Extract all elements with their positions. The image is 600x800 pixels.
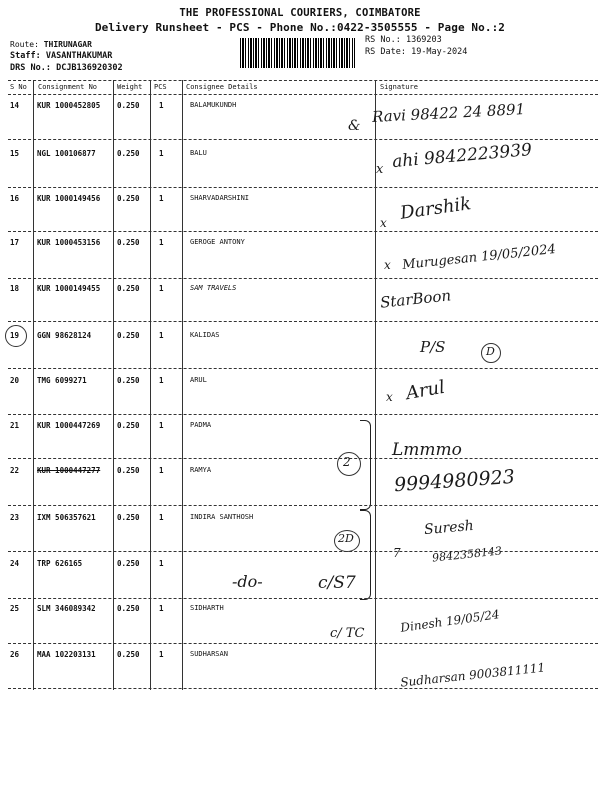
drs-value: DCJB136920302 xyxy=(56,63,123,73)
rs-no-value: 1369203 xyxy=(405,35,442,45)
row-consignment: SLM 346089342 xyxy=(37,604,96,613)
row-rule xyxy=(8,458,598,459)
row-pcs: 1 xyxy=(159,101,164,110)
row-consignment: MAA 102203131 xyxy=(37,650,96,659)
rs-date-label: RS Date: xyxy=(365,47,406,57)
row-rule xyxy=(8,187,598,188)
row-rule xyxy=(8,598,598,599)
row-sno: 26 xyxy=(10,650,20,659)
row-signature: Sudharsan 9003811111 xyxy=(399,660,546,690)
col-pcs: PCS xyxy=(154,83,167,91)
row-rule xyxy=(8,505,598,506)
row-signature: P/S xyxy=(420,338,446,356)
row-consignee: INDIRA SANTHOSH xyxy=(190,513,254,521)
row-sno: 19 xyxy=(10,331,20,340)
drs-label: DRS No.: xyxy=(10,63,51,73)
row-consignee: PADMA xyxy=(190,421,212,429)
row-signature: 9994980923 xyxy=(393,465,516,497)
header-bottom-rule xyxy=(8,94,598,95)
row-weight: 0.250 xyxy=(117,421,140,430)
grouping-brace xyxy=(360,420,371,510)
row-sno: 23 xyxy=(10,513,20,522)
row-mark: & xyxy=(348,118,361,134)
row-sno: 14 xyxy=(10,101,20,110)
col-consignment: Consignment No xyxy=(38,83,98,91)
row-pcs: 1 xyxy=(159,284,164,293)
row-signature: Arul xyxy=(404,376,447,405)
drs-line xyxy=(10,63,123,73)
circled-sno-19 xyxy=(5,325,27,347)
row-consignee: BALAMUKUNDH xyxy=(190,101,237,109)
row-consignee: SIDHARTH xyxy=(190,604,224,612)
circled-mark-text: D xyxy=(486,345,495,358)
row-pcs: 1 xyxy=(159,421,164,430)
row-rule xyxy=(8,414,598,415)
row-weight: 0.250 xyxy=(117,376,140,385)
row-weight: 0.250 xyxy=(117,101,140,110)
row-pcs: 1 xyxy=(159,376,164,385)
barcode xyxy=(240,38,355,68)
row-signature: Darshik xyxy=(398,193,473,224)
row-sno: 21 xyxy=(10,421,20,430)
rs-no-line xyxy=(365,35,442,45)
company-name: THE PROFESSIONAL COURIERS, COIMBATORE xyxy=(179,7,421,19)
rs-date-line xyxy=(365,47,467,57)
header-top-rule xyxy=(8,80,598,81)
row-consignment: TRP 626165 xyxy=(37,559,83,568)
row-mark: c/ TC xyxy=(330,626,365,641)
row-rule xyxy=(8,321,598,322)
row-consignment: KUR 1000453156 xyxy=(37,238,101,247)
row-signature: Ravi 98422 24 8891 xyxy=(371,100,526,126)
row-consignee: ARUL xyxy=(190,376,207,384)
row-mark: 7 xyxy=(393,546,401,560)
rs-no-label: RS No.: xyxy=(365,35,401,45)
row-consignment: TMG 6099271 xyxy=(37,376,87,385)
row-consignment: KUR 1000149455 xyxy=(37,284,101,293)
row-consignee: GEROGE ANTONY xyxy=(190,238,245,246)
col-sno: S No xyxy=(10,83,27,91)
row-pcs: 1 xyxy=(159,194,164,203)
runsheet-subtitle: Delivery Runsheet - PCS - Phone No.:0422-3505555 - Page No.:2 xyxy=(94,21,506,34)
row-signature: ahi 9842223939 xyxy=(391,139,533,173)
row-weight: 0.250 xyxy=(117,466,140,475)
row-rule xyxy=(8,643,598,644)
row-pcs: 1 xyxy=(159,513,164,522)
row-consignee: SHARVADARSHINI xyxy=(190,194,250,202)
rs-date-value: 19-May-2024 xyxy=(411,47,468,57)
row-rule xyxy=(8,688,598,689)
row-consignment: GGN 98628124 xyxy=(37,331,92,340)
row-rule xyxy=(8,231,598,232)
row-weight: 0.250 xyxy=(117,284,140,293)
table-header xyxy=(0,82,600,94)
row-sno: 16 xyxy=(10,194,20,203)
row-consignee: SAM TRAVELS xyxy=(190,284,237,292)
route-line xyxy=(10,40,92,49)
row-consignment: KUR 1000452805 xyxy=(37,101,101,110)
row-signature: Lmmmo xyxy=(392,440,462,460)
ditto-mark: -do- xyxy=(232,572,263,591)
row-weight: 0.250 xyxy=(117,149,140,158)
row-sno: 25 xyxy=(10,604,20,613)
row-mark: x xyxy=(380,216,387,230)
row-signature: Murugesan 19/05/2024 xyxy=(401,241,557,274)
row-mark: x xyxy=(384,258,391,272)
row-signature: 9842358143 xyxy=(431,544,503,565)
row-rule xyxy=(8,551,598,552)
row-sno: 17 xyxy=(10,238,20,247)
row-pcs: 1 xyxy=(159,650,164,659)
cs7-mark: c/S7 xyxy=(318,573,356,593)
row-weight: 0.250 xyxy=(117,604,140,613)
row-signature: StarBoon xyxy=(379,286,452,312)
staff-value: VASANTHAKUMAR xyxy=(45,51,113,61)
row-weight: 0.250 xyxy=(117,559,140,568)
row-pcs: 1 xyxy=(159,238,164,247)
row-consignee: RAMYA xyxy=(190,466,212,474)
row-consignment: KUR 1000447269 xyxy=(37,421,101,430)
route-value: THIRUNAGAR xyxy=(43,40,92,49)
staff-label: Staff: xyxy=(10,51,41,61)
row-pcs: 1 xyxy=(159,466,164,475)
row-consignee: SUDHARSAN xyxy=(190,650,228,658)
row-mark: x xyxy=(386,390,393,404)
staff-line xyxy=(10,51,112,61)
row-signature: Dinesh 19/05/24 xyxy=(399,607,501,635)
row-mark: x xyxy=(376,162,384,177)
circled-count-text: 2 xyxy=(343,455,351,469)
row-rule xyxy=(8,368,598,369)
row-rule xyxy=(8,278,598,279)
col-weight: Weight xyxy=(117,83,143,91)
row-pcs: 1 xyxy=(159,559,164,568)
row-consignment: NGL 100106877 xyxy=(37,149,96,158)
row-consignment: KUR 1000447277 xyxy=(37,466,101,475)
row-consignee: BALU xyxy=(190,149,207,157)
row-weight: 0.250 xyxy=(117,194,140,203)
row-sno: 20 xyxy=(10,376,20,385)
row-consignment: KUR 1000149456 xyxy=(37,194,101,203)
row-weight: 0.250 xyxy=(117,238,140,247)
col-consignee: Consignee Details xyxy=(186,83,258,91)
row-sno: 15 xyxy=(10,149,20,158)
circled-count-text: 2D xyxy=(338,532,354,545)
row-weight: 0.250 xyxy=(117,650,140,659)
row-pcs: 1 xyxy=(159,604,164,613)
row-weight: 0.250 xyxy=(117,331,140,340)
row-sno: 22 xyxy=(10,466,20,475)
row-sno: 18 xyxy=(10,284,20,293)
row-rule xyxy=(8,139,598,140)
row-consignee: KALIDAS xyxy=(190,331,220,339)
row-signature: Suresh xyxy=(423,517,475,539)
row-sno: 24 xyxy=(10,559,20,568)
row-pcs: 1 xyxy=(159,149,164,158)
grouping-brace xyxy=(360,510,371,600)
row-consignment: IXM 506357621 xyxy=(37,513,96,522)
route-label: Route: xyxy=(10,40,39,49)
row-pcs: 1 xyxy=(159,331,164,340)
row-weight: 0.250 xyxy=(117,513,140,522)
col-signature: Signature xyxy=(380,83,418,91)
